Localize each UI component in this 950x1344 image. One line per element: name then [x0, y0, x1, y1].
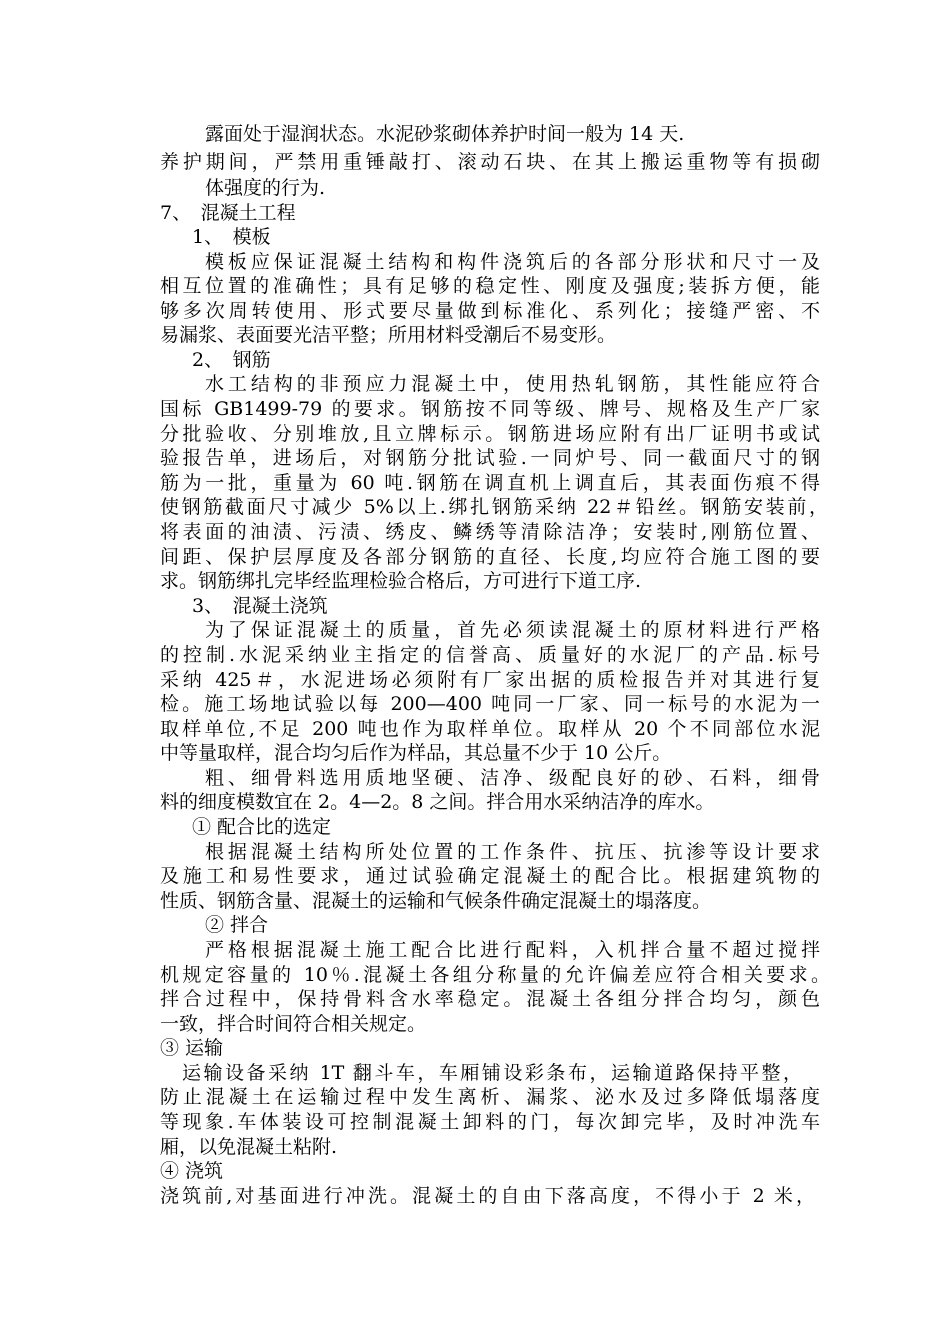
item-heading: ④ 浇筑: [160, 1160, 224, 1182]
text-line: 中等量取样，混合均匀后作为样品，其总量不少于 10 公斤。: [160, 742, 672, 764]
text-line: 体强度的行为.: [205, 177, 326, 199]
text-line: 根据混凝土结构所处位置的工作条件、抗压、抗渗等设计要求: [205, 841, 820, 863]
text-line: 够多次周转使用、形式要尽量做到标准化、系列化；接缝严密、不: [160, 300, 820, 322]
text-line: 相互位置的准确性；具有足够的稳定性、刚度及强度;装拆方便，能: [160, 275, 820, 297]
text-line: 验报告单，进场后，对钢筋分批试验.一同炉号、同一截面尺寸的钢: [160, 447, 820, 469]
subsection-heading: 1、 模板: [192, 226, 271, 248]
item-heading: ③ 运输: [160, 1037, 224, 1059]
text-line: 养护期间，严禁用重锤敲打、滚动石块、在其上搬运重物等有损砌: [160, 151, 820, 173]
text-line: 粗、细骨料选用质地坚硬、洁净、级配良好的砂、石料，细骨: [205, 767, 820, 789]
text-line: 使钢筋截面尺寸减少 5%以上.绑扎钢筋采纳 22＃铅丝。钢筋安装前，: [160, 496, 828, 518]
text-line: 等现象.车体装设可控制混凝土卸料的门，每次卸完毕，及时冲洗车: [160, 1111, 820, 1133]
text-line: 拌合过程中，保持骨料含水率稳定。混凝土各组分拌合均匀，颜色: [160, 988, 820, 1010]
item-heading: ② 拌合: [205, 914, 269, 936]
text-line: 国标 GB1499-79 的要求。钢筋按不同等级、牌号、规格及生产厂家: [160, 398, 820, 420]
text-line: 采纳 425＃，水泥进场必须附有厂家出据的质检报告并对其进行复: [160, 669, 820, 691]
text-line: 筋为一批，重量为 60 吨.钢筋在调直机上调直后，其表面伤痕不得: [160, 472, 820, 494]
text-line: 露面处于湿润状态。水泥砂浆砌体养护时间一般为 14 天.: [205, 123, 685, 145]
text-line: 为了保证混凝土的质量，首先必须读混凝土的原材料进行严格: [205, 619, 820, 641]
text-line: 模板应保证混凝土结构和构件浇筑后的各部分形状和尺寸一及: [205, 251, 820, 273]
text-line: 求。钢筋绑扎完毕经监理检验合格后，方可进行下道工序.: [160, 570, 642, 592]
subsection-heading: 3、 混凝土浇筑: [192, 595, 328, 617]
text-line: 料的细度模数宜在 2。4—2。8 之间。拌合用水采纳洁净的库水。: [160, 791, 715, 813]
text-line: 检。施工场地试验以每 200—400 吨同一厂家、同一标号的水泥为一: [160, 693, 820, 715]
text-line: 易漏浆、表面要光洁平整；所用材料受潮后不易变形。: [160, 324, 617, 346]
text-line: 运输设备采纳 1T 翻斗车，车厢铺设彩条布，运输道路保持平整，: [182, 1062, 802, 1084]
item-heading: ① 配合比的选定: [192, 816, 332, 838]
text-line: 将表面的油渍、污渍、绣皮、鳞绣等清除洁净；安装时,刚筋位置、: [160, 521, 820, 543]
text-line: 间距、保护层厚度及各部分钢筋的直径、长度,均应符合施工图的要: [160, 546, 820, 568]
text-line: 取样单位,不足 200 吨也作为取样单位。取样从 20 个不同部位水泥: [160, 718, 820, 740]
text-line: 及施工和易性要求，通过试验确定混凝土的配合比。根据建筑物的: [160, 865, 820, 887]
text-line: 严格根据混凝土施工配合比进行配料，入机拌合量不超过搅拌: [205, 939, 820, 961]
text-line: 的控制.水泥采纳业主指定的信誉高、质量好的水泥厂的产品.标号: [160, 644, 820, 666]
text-line: 性质、钢筋含量、混凝土的运输和气候条件确定混凝土的塌落度。: [160, 890, 712, 912]
text-line: 分批验收、分别堆放,且立牌标示。钢筋进场应附有出厂证明书或试: [160, 423, 820, 445]
section-heading: 7、 混凝土工程: [160, 202, 296, 224]
text-line: 厢，以免混凝土粘附.: [160, 1136, 338, 1158]
text-line: 浇筑前,对基面进行冲洗。混凝土的自由下落高度，不得小于 2 米，: [160, 1185, 815, 1207]
text-line: 水工结构的非预应力混凝土中，使用热轧钢筋，其性能应符合: [205, 373, 820, 395]
text-line: 机规定容量的 10％.混凝土各组分称量的允许偏差应符合相关要求。: [160, 964, 830, 986]
text-line: 防止混凝土在运输过程中发生离析、漏浆、泌水及过多降低塌落度: [160, 1086, 820, 1108]
text-line: 一致，拌合时间符合相关规定。: [160, 1013, 427, 1035]
subsection-heading: 2、 钢筋: [192, 349, 271, 371]
